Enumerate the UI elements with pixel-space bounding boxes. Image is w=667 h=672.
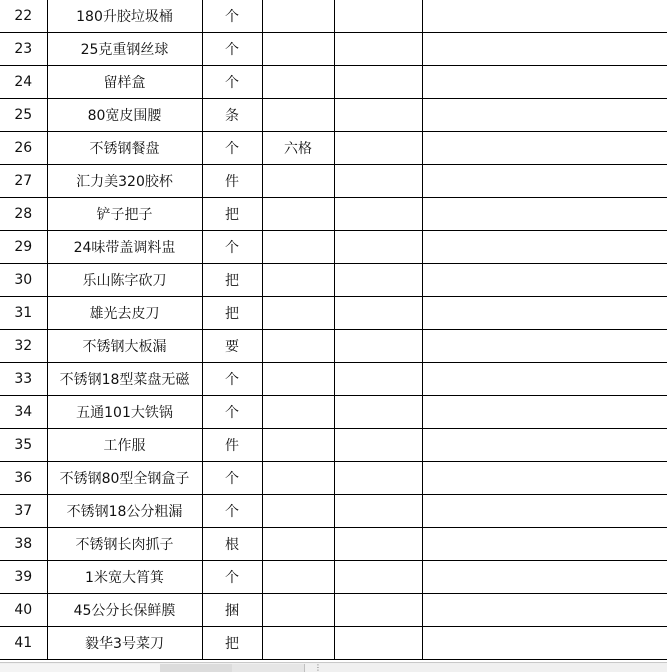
- sheet-nav-area[interactable]: [0, 664, 161, 672]
- spec-cell[interactable]: [262, 297, 334, 330]
- column-e-cell[interactable]: [334, 627, 422, 660]
- item-name-cell[interactable]: 毅华3号菜刀: [47, 627, 202, 660]
- column-e-cell[interactable]: [334, 561, 422, 594]
- spec-cell[interactable]: [262, 528, 334, 561]
- unit-cell[interactable]: 个: [202, 66, 262, 99]
- column-f-cell[interactable]: [422, 231, 667, 264]
- spec-cell[interactable]: [262, 627, 334, 660]
- column-f-cell[interactable]: [422, 198, 667, 231]
- column-f-cell[interactable]: [422, 0, 667, 33]
- unit-cell[interactable]: 要: [202, 330, 262, 363]
- column-e-cell[interactable]: [334, 429, 422, 462]
- unit-cell[interactable]: 个: [202, 462, 262, 495]
- column-f-cell[interactable]: [422, 363, 667, 396]
- column-e-cell[interactable]: [334, 165, 422, 198]
- unit-cell[interactable]: 把: [202, 627, 262, 660]
- column-e-cell[interactable]: [334, 297, 422, 330]
- table-row: [0, 363, 667, 396]
- spec-cell[interactable]: [262, 165, 334, 198]
- item-name-cell[interactable]: 25克重钢丝球: [47, 33, 202, 66]
- item-name-cell[interactable]: 雄光去皮刀: [47, 297, 202, 330]
- column-f-cell[interactable]: [422, 462, 667, 495]
- column-f-cell[interactable]: [422, 627, 667, 660]
- column-e-cell[interactable]: [334, 231, 422, 264]
- column-e-cell[interactable]: [334, 66, 422, 99]
- row-number-cell[interactable]: 29: [0, 231, 47, 264]
- spec-cell[interactable]: [262, 594, 334, 627]
- item-name-cell[interactable]: 1米宽大筲箕: [47, 561, 202, 594]
- table-row: [0, 396, 667, 429]
- table-row: [0, 594, 667, 627]
- table-row: [0, 165, 667, 198]
- row-number-cell[interactable]: 31: [0, 297, 47, 330]
- item-name-cell[interactable]: 铲子把子: [47, 198, 202, 231]
- item-name-cell[interactable]: 不锈钢80型全钢盒子: [47, 462, 202, 495]
- column-e-cell[interactable]: [334, 33, 422, 66]
- table-row: [0, 330, 667, 363]
- item-name-cell[interactable]: 不锈钢长肉抓子: [47, 528, 202, 561]
- unit-cell[interactable]: 个: [202, 561, 262, 594]
- spec-cell[interactable]: [262, 264, 334, 297]
- column-e-cell[interactable]: [334, 198, 422, 231]
- row-number-cell[interactable]: 40: [0, 594, 47, 627]
- column-e-cell[interactable]: [334, 0, 422, 33]
- item-name-cell[interactable]: 汇力美320胶杯: [47, 165, 202, 198]
- column-f-cell[interactable]: [422, 330, 667, 363]
- unit-cell[interactable]: 把: [202, 264, 262, 297]
- column-f-cell[interactable]: [422, 528, 667, 561]
- table-row: [0, 528, 667, 561]
- unit-cell[interactable]: 个: [202, 231, 262, 264]
- row-number-cell[interactable]: 38: [0, 528, 47, 561]
- column-f-cell[interactable]: [422, 132, 667, 165]
- row-number-cell[interactable]: 25: [0, 99, 47, 132]
- column-e-cell[interactable]: [334, 396, 422, 429]
- column-f-cell[interactable]: [422, 165, 667, 198]
- unit-cell[interactable]: 捆: [202, 594, 262, 627]
- row-number-cell[interactable]: 28: [0, 198, 47, 231]
- row-number-cell[interactable]: 24: [0, 66, 47, 99]
- spec-cell[interactable]: [262, 33, 334, 66]
- row-number-cell[interactable]: 35: [0, 429, 47, 462]
- item-name-cell[interactable]: 不锈钢餐盘: [47, 132, 202, 165]
- tab-split-handle-icon[interactable]: ⋮: [314, 663, 322, 672]
- column-e-cell[interactable]: [334, 495, 422, 528]
- spec-cell[interactable]: [262, 561, 334, 594]
- table-row: [0, 561, 667, 594]
- table-row: [0, 495, 667, 528]
- unit-cell[interactable]: 根: [202, 528, 262, 561]
- column-f-cell[interactable]: [422, 297, 667, 330]
- column-f-cell[interactable]: [422, 264, 667, 297]
- column-f-cell[interactable]: [422, 99, 667, 132]
- item-name-cell[interactable]: 180升胶垃圾桶: [47, 0, 202, 33]
- column-f-cell[interactable]: [422, 561, 667, 594]
- column-f-cell[interactable]: [422, 594, 667, 627]
- spec-cell[interactable]: [262, 429, 334, 462]
- column-f-cell[interactable]: [422, 396, 667, 429]
- table-row: [0, 231, 667, 264]
- column-f-cell[interactable]: [422, 429, 667, 462]
- unit-cell[interactable]: 个: [202, 33, 262, 66]
- column-e-cell[interactable]: [334, 132, 422, 165]
- unit-cell[interactable]: 个: [202, 132, 262, 165]
- column-e-cell[interactable]: [334, 594, 422, 627]
- row-number-cell[interactable]: 22: [0, 0, 47, 33]
- unit-cell[interactable]: 件: [202, 429, 262, 462]
- table-row: [0, 297, 667, 330]
- table-row: [0, 462, 667, 495]
- item-name-cell[interactable]: 工作服: [47, 429, 202, 462]
- unit-cell[interactable]: 把: [202, 198, 262, 231]
- spec-cell[interactable]: [262, 99, 334, 132]
- spec-cell[interactable]: [262, 66, 334, 99]
- column-e-cell[interactable]: [334, 330, 422, 363]
- item-name-cell[interactable]: 不锈钢18公分粗漏: [47, 495, 202, 528]
- unit-cell[interactable]: 个: [202, 495, 262, 528]
- item-name-cell[interactable]: 乐山陈字砍刀: [47, 264, 202, 297]
- unit-cell[interactable]: 条: [202, 99, 262, 132]
- spec-cell[interactable]: [262, 198, 334, 231]
- table-row: [0, 627, 667, 660]
- row-number-cell[interactable]: 41: [0, 627, 47, 660]
- row-number-cell[interactable]: 34: [0, 396, 47, 429]
- spec-cell[interactable]: [262, 462, 334, 495]
- sheet-tab-strip: [0, 662, 667, 672]
- item-name-cell[interactable]: 五通101大铁锅: [47, 396, 202, 429]
- column-f-cell[interactable]: [422, 66, 667, 99]
- column-e-cell[interactable]: [334, 462, 422, 495]
- table-row: [0, 0, 667, 33]
- row-number-cell[interactable]: 27: [0, 165, 47, 198]
- item-name-cell[interactable]: 留样盒: [47, 66, 202, 99]
- row-number-cell[interactable]: 37: [0, 495, 47, 528]
- table-row: [0, 132, 667, 165]
- item-name-cell[interactable]: 24味带盖调料盅: [47, 231, 202, 264]
- spec-cell[interactable]: 六格: [262, 132, 334, 165]
- item-name-cell[interactable]: 80宽皮围腰: [47, 99, 202, 132]
- spec-cell[interactable]: [262, 363, 334, 396]
- table-row: [0, 99, 667, 132]
- spec-cell[interactable]: [262, 330, 334, 363]
- unit-cell[interactable]: 把: [202, 297, 262, 330]
- row-number-cell[interactable]: 39: [0, 561, 47, 594]
- column-f-cell[interactable]: [422, 33, 667, 66]
- table-row: [0, 66, 667, 99]
- unit-cell[interactable]: 个: [202, 363, 262, 396]
- table-row: [0, 429, 667, 462]
- spec-cell[interactable]: [262, 231, 334, 264]
- table-row: [0, 198, 667, 231]
- sheet-tab[interactable]: [160, 664, 233, 672]
- row-number-cell[interactable]: 32: [0, 330, 47, 363]
- unit-cell[interactable]: 个: [202, 0, 262, 33]
- column-e-cell[interactable]: [334, 264, 422, 297]
- spec-cell[interactable]: [262, 0, 334, 33]
- item-name-cell[interactable]: 不锈钢18型菜盘无磁: [47, 363, 202, 396]
- column-e-cell[interactable]: [334, 363, 422, 396]
- row-number-cell[interactable]: 33: [0, 363, 47, 396]
- spec-cell[interactable]: [262, 495, 334, 528]
- column-e-cell[interactable]: [334, 528, 422, 561]
- unit-cell[interactable]: 个: [202, 396, 262, 429]
- column-e-cell[interactable]: [334, 99, 422, 132]
- table-row: [0, 264, 667, 297]
- spec-cell[interactable]: [262, 396, 334, 429]
- item-name-cell[interactable]: 不锈钢大板漏: [47, 330, 202, 363]
- item-name-cell[interactable]: 45公分长保鲜膜: [47, 594, 202, 627]
- unit-cell[interactable]: 件: [202, 165, 262, 198]
- row-number-cell[interactable]: 26: [0, 132, 47, 165]
- table-row: [0, 33, 667, 66]
- sheet-tab[interactable]: [232, 664, 305, 672]
- column-f-cell[interactable]: [422, 495, 667, 528]
- row-number-cell[interactable]: 36: [0, 462, 47, 495]
- row-number-cell[interactable]: 30: [0, 264, 47, 297]
- row-number-cell[interactable]: 23: [0, 33, 47, 66]
